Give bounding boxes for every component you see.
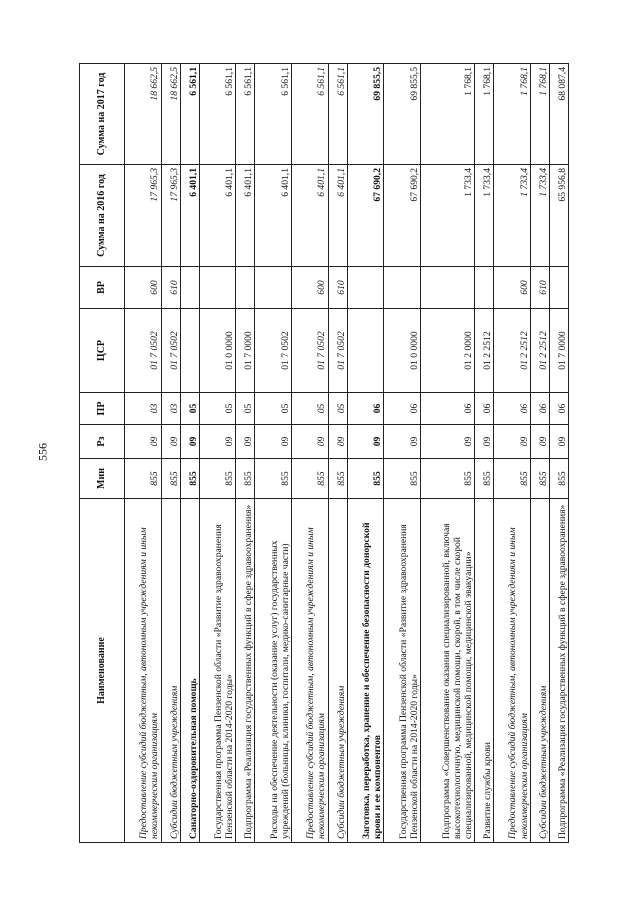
cell-min: 855 bbox=[384, 459, 421, 499]
cell-sum-2017: 1 768,1 bbox=[530, 64, 549, 165]
cell-sum-2016: 67 690,2 bbox=[347, 165, 384, 267]
cell-name: Санаторно-оздоровительная помощь bbox=[180, 499, 199, 843]
cell-csr: 01 0 0000 bbox=[384, 309, 421, 393]
cell-vr: 610 bbox=[328, 267, 347, 309]
cell-vr bbox=[199, 267, 236, 309]
cell-min: 855 bbox=[292, 459, 329, 499]
cell-min: 855 bbox=[161, 459, 180, 499]
cell-pr: 06 bbox=[530, 393, 549, 425]
cell-min: 855 bbox=[236, 459, 255, 499]
cell-sum-2017: 18 662,5 bbox=[125, 64, 162, 165]
table-row bbox=[474, 64, 493, 843]
cell-sum-2017: 6 561,1 bbox=[292, 64, 329, 165]
cell-name: Заготовка, переработка, хранение и обеспечение безопасности донорской крови и ее компонентов bbox=[347, 499, 384, 843]
cell-name: Предоставление субсидий бюджетным, автономным учреждениям и иным некоммерческим организациям bbox=[292, 499, 329, 843]
cell-pr: 05 bbox=[292, 393, 329, 425]
table-row bbox=[328, 64, 347, 843]
cell-sum-2016: 6 401,1 bbox=[180, 165, 199, 267]
cell-sum-2016: 1 733,4 bbox=[530, 165, 549, 267]
cell-min: 855 bbox=[347, 459, 384, 499]
cell-sum-2016: 17 965,3 bbox=[125, 165, 162, 267]
cell-pr: 06 bbox=[474, 393, 493, 425]
cell-pr: 06 bbox=[384, 393, 421, 425]
cell-name: Субсидии бюджетным учреждениям bbox=[161, 499, 180, 843]
cell-rz: 09 bbox=[384, 425, 421, 459]
table-row bbox=[255, 64, 292, 843]
cell-pr: 05 bbox=[255, 393, 292, 425]
cell-rz: 09 bbox=[328, 425, 347, 459]
cell-min: 855 bbox=[199, 459, 236, 499]
cell-pr: 03 bbox=[161, 393, 180, 425]
table-row bbox=[199, 64, 236, 843]
cell-sum-2017: 6 561,1 bbox=[255, 64, 292, 165]
cell-rz: 09 bbox=[125, 425, 162, 459]
cell-csr: 01 7 0000 bbox=[549, 309, 568, 393]
table-header-row bbox=[80, 64, 125, 843]
cell-min: 855 bbox=[328, 459, 347, 499]
cell-name: Развитие службы крови bbox=[474, 499, 493, 843]
cell-vr bbox=[420, 267, 474, 309]
cell-vr: 610 bbox=[530, 267, 549, 309]
cell-sum-2016: 6 401,1 bbox=[236, 165, 255, 267]
cell-name: Подпрограмма «Реализация государственных функций в сфере здравоохранения» bbox=[549, 499, 568, 843]
cell-vr: 610 bbox=[161, 267, 180, 309]
cell-csr: 01 2 2512 bbox=[530, 309, 549, 393]
cell-min: 855 bbox=[125, 459, 162, 499]
cell-vr bbox=[384, 267, 421, 309]
header-sum-2017: Сумма на 2017 год bbox=[80, 64, 125, 165]
cell-csr: 01 2 2512 bbox=[494, 309, 531, 393]
cell-name: Расходы на обеспечение деятельности (оказание услуг) государственных учреждений (больницы, клиники, госпитали, медико-санитарные части) bbox=[255, 499, 292, 843]
cell-name: Подпрограмма «Совершенствование оказания специализированной, включая высокотехнологичную, медицинской помощи, скорой, в том числе скорой специализированной, медицинской помощи, медицинской эвакуации» bbox=[420, 499, 474, 843]
table-row bbox=[549, 64, 568, 843]
cell-min: 855 bbox=[255, 459, 292, 499]
cell-sum-2017: 6 561,1 bbox=[180, 64, 199, 165]
cell-rz: 09 bbox=[494, 425, 531, 459]
cell-min: 855 bbox=[494, 459, 531, 499]
cell-sum-2016: 6 401,1 bbox=[255, 165, 292, 267]
cell-pr: 06 bbox=[420, 393, 474, 425]
cell-csr: 01 7 0502 bbox=[255, 309, 292, 393]
cell-min: 855 bbox=[420, 459, 474, 499]
table-row bbox=[494, 64, 531, 843]
cell-csr: 01 7 0502 bbox=[125, 309, 162, 393]
cell-vr bbox=[474, 267, 493, 309]
cell-sum-2017: 6 561,1 bbox=[236, 64, 255, 165]
cell-sum-2016: 1 733,4 bbox=[494, 165, 531, 267]
cell-vr bbox=[347, 267, 384, 309]
cell-csr: 01 2 0000 bbox=[420, 309, 474, 393]
cell-sum-2017: 6 561,1 bbox=[328, 64, 347, 165]
header-rz: Рз bbox=[80, 425, 125, 459]
cell-pr: 05 bbox=[328, 393, 347, 425]
cell-sum-2017: 1 768,1 bbox=[420, 64, 474, 165]
cell-sum-2016: 65 956,8 bbox=[549, 165, 568, 267]
cell-pr: 05 bbox=[180, 393, 199, 425]
cell-rz: 09 bbox=[474, 425, 493, 459]
cell-sum-2017: 69 855,5 bbox=[384, 64, 421, 165]
cell-pr: 03 bbox=[125, 393, 162, 425]
cell-csr bbox=[180, 309, 199, 393]
cell-sum-2016: 6 401,1 bbox=[328, 165, 347, 267]
cell-vr bbox=[180, 267, 199, 309]
cell-rz: 09 bbox=[180, 425, 199, 459]
page-number: 556 bbox=[35, 443, 50, 461]
cell-name: Субсидии бюджетным учреждениям bbox=[328, 499, 347, 843]
cell-sum-2016: 1 733,4 bbox=[474, 165, 493, 267]
cell-name: Предоставление субсидий бюджетным, автономным учреждениям и иным некоммерческим организациям bbox=[494, 499, 531, 843]
cell-sum-2017: 6 561,1 bbox=[199, 64, 236, 165]
cell-sum-2016: 17 965,3 bbox=[161, 165, 180, 267]
cell-csr: 01 7 0000 bbox=[236, 309, 255, 393]
table-row bbox=[530, 64, 549, 843]
table-row bbox=[180, 64, 199, 843]
cell-vr bbox=[549, 267, 568, 309]
cell-rz: 09 bbox=[199, 425, 236, 459]
cell-vr bbox=[236, 267, 255, 309]
header-min: Мин bbox=[80, 459, 125, 499]
cell-sum-2016: 67 690,2 bbox=[384, 165, 421, 267]
budget-table bbox=[79, 63, 569, 843]
cell-rz: 09 bbox=[549, 425, 568, 459]
header-pr: ПР bbox=[80, 393, 125, 425]
cell-name: Государственная программа Пензенской области «Развитие здравоохранения Пензенской области на 2014-2020 годы» bbox=[199, 499, 236, 843]
table-row bbox=[420, 64, 474, 843]
cell-csr: 01 7 0502 bbox=[292, 309, 329, 393]
cell-pr: 06 bbox=[494, 393, 531, 425]
cell-rz: 09 bbox=[420, 425, 474, 459]
cell-vr: 600 bbox=[125, 267, 162, 309]
cell-sum-2016: 1 733,4 bbox=[420, 165, 474, 267]
table-row bbox=[384, 64, 421, 843]
cell-csr: 01 7 0502 bbox=[161, 309, 180, 393]
cell-csr: 01 0 0000 bbox=[199, 309, 236, 393]
cell-vr: 600 bbox=[494, 267, 531, 309]
table-body bbox=[125, 64, 569, 843]
cell-pr: 06 bbox=[347, 393, 384, 425]
cell-name: Субсидии бюджетным учреждениям bbox=[530, 499, 549, 843]
cell-name: Подпрограмма «Реализация государственных функций в сфере здравоохранения» bbox=[236, 499, 255, 843]
cell-min: 855 bbox=[474, 459, 493, 499]
cell-name: Государственная программа Пензенской области «Развитие здравоохранения Пензенской области на 2014-2020 годы» bbox=[384, 499, 421, 843]
cell-pr: 05 bbox=[199, 393, 236, 425]
cell-rz: 09 bbox=[255, 425, 292, 459]
cell-sum-2017: 18 662,5 bbox=[161, 64, 180, 165]
cell-min: 855 bbox=[180, 459, 199, 499]
cell-min: 855 bbox=[549, 459, 568, 499]
cell-pr: 06 bbox=[549, 393, 568, 425]
cell-rz: 09 bbox=[347, 425, 384, 459]
cell-sum-2016: 6 401,1 bbox=[199, 165, 236, 267]
cell-csr: 01 2 2512 bbox=[474, 309, 493, 393]
cell-pr: 05 bbox=[236, 393, 255, 425]
table-row bbox=[292, 64, 329, 843]
header-sum-2016: Сумма на 2016 год bbox=[80, 165, 125, 267]
header-name: Наименование bbox=[80, 499, 125, 843]
cell-csr: 01 7 0502 bbox=[328, 309, 347, 393]
cell-rz: 09 bbox=[530, 425, 549, 459]
cell-sum-2016: 6 401,1 bbox=[292, 165, 329, 267]
cell-sum-2017: 69 855,5 bbox=[347, 64, 384, 165]
table-row bbox=[125, 64, 162, 843]
header-vr: ВР bbox=[80, 267, 125, 309]
cell-vr: 600 bbox=[292, 267, 329, 309]
cell-sum-2017: 68 087,4 bbox=[549, 64, 568, 165]
header-csr: ЦСР bbox=[80, 309, 125, 393]
cell-sum-2017: 1 768,1 bbox=[474, 64, 493, 165]
cell-rz: 09 bbox=[292, 425, 329, 459]
cell-rz: 09 bbox=[236, 425, 255, 459]
cell-min: 855 bbox=[530, 459, 549, 499]
cell-name: Предоставление субсидий бюджетным, автономным учреждениям и иным некоммерческим организациям bbox=[125, 499, 162, 843]
table-row bbox=[236, 64, 255, 843]
table-row bbox=[347, 64, 384, 843]
table-row bbox=[161, 64, 180, 843]
rotated-page-content bbox=[79, 64, 569, 843]
cell-sum-2017: 1 768,1 bbox=[494, 64, 531, 165]
cell-vr bbox=[255, 267, 292, 309]
cell-rz: 09 bbox=[161, 425, 180, 459]
cell-csr bbox=[347, 309, 384, 393]
